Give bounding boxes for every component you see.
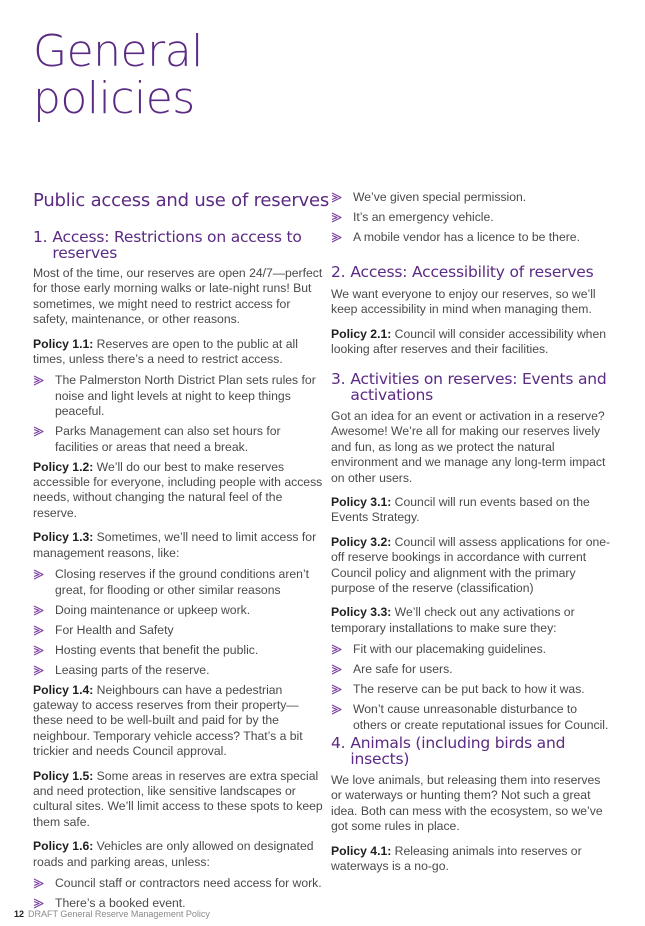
list-item: Leasing parts of the reserve.	[33, 663, 323, 678]
policy-text: Council will consider accessibility when looking after reserves and their facilities.	[331, 326, 607, 357]
policy-3-3	[331, 605, 613, 636]
policy-label: Policy 1.2:	[33, 459, 94, 474]
section-4-body	[331, 773, 613, 874]
policy-1-3	[33, 530, 323, 561]
list-item: A mobile vendor has a licence to be there.	[331, 230, 613, 245]
heading-access-restrictions	[33, 229, 323, 261]
section-3-intro: Got an idea for an event or activation in a reserve? Awesome! We’re all for making our reserves lively and fun, as long as we protect the natural environment and we manage any long-term impact on other users.	[331, 409, 606, 485]
list-item: Are safe for users.	[331, 662, 613, 677]
section-2-intro: We want everyone to enjoy our reserves, so we’ll keep accessibility in mind when managing them.	[331, 287, 596, 317]
double-chevron-right-icon	[33, 625, 45, 637]
policy-1-3-bullets	[33, 567, 323, 678]
list-item: Won’t cause unreasonable disturbance to others or create reputational issues for Council.	[331, 702, 613, 733]
policy-2-1	[331, 327, 613, 358]
list-item: It’s an emergency vehicle.	[331, 210, 613, 225]
list-item: For Health and Safety	[33, 623, 323, 638]
page-title	[33, 28, 203, 122]
policy-4-1	[331, 844, 613, 875]
list-item: We’ve given special permission.	[331, 190, 613, 205]
double-chevron-right-icon	[33, 645, 45, 657]
policy-label: Policy 1.1:	[33, 336, 94, 351]
policy-text: We’ll do our best to make reserves accessible for everyone, including people with access needs, without changing the natural feel of the reserve.	[33, 459, 323, 520]
list-item: The reserve can be put back to how it was.	[331, 682, 613, 697]
double-chevron-right-icon	[331, 232, 343, 244]
list-item: Fit with our placemaking guidelines.	[331, 642, 613, 657]
list-item: Parks Management can also set hours for facilities or areas that need a break.	[33, 424, 323, 455]
double-chevron-right-icon	[33, 375, 45, 387]
heading-number: 4.	[331, 734, 346, 752]
policy-1-6-bullets	[33, 876, 323, 911]
section-1-intro: Most of the time, our reserves are open 24/7—perfect for those early morning walks or late-night runs! But sometimes, we might need to restrict access for safety, maintenance, or other reasons.	[33, 266, 323, 327]
policy-1-5	[33, 769, 323, 831]
policy-1-1	[33, 337, 323, 368]
heading-number: 2.	[331, 263, 346, 281]
policy-label: Policy 4.1:	[331, 843, 392, 858]
heading-events-activations	[331, 371, 621, 403]
section-1-body	[33, 266, 323, 916]
policy-text: Neighbours can have a pedestrian gateway to access reserves from their property—these need to be well-built and paid for by the neighbour. Temporary vehicle access? That’s a bit trickier and needs Council approval.	[33, 682, 303, 759]
list-item: The Palmerston North District Plan sets rules for noise and light levels at night to keep things peaceful.	[33, 373, 323, 419]
section-title: Public access and use of reserves	[33, 190, 330, 211]
heading-text: Activities on reserves: Events and activations	[350, 370, 607, 404]
policy-label: Policy 1.5:	[33, 768, 94, 783]
double-chevron-right-icon	[331, 212, 343, 224]
double-chevron-right-icon	[33, 605, 45, 617]
policy-text: We’ll check out any activations or temporary installations to make sure they:	[331, 605, 575, 635]
page-title-line-2: policies	[33, 73, 195, 124]
section-3-body	[331, 409, 613, 738]
policy-label: Policy 1.3:	[33, 530, 94, 545]
policy-text: Council will run events based on the Events Strategy.	[331, 495, 590, 525]
heading-number: 1.	[33, 228, 48, 246]
policy-text: Some areas in reserves are extra special and need protection, like sensitive landscapes or cultural sites. We’ll limit access to these spots to keep them safe.	[33, 768, 323, 829]
heading-text: Access: Accessibility of reserves	[350, 263, 594, 281]
policy-label: Policy 3.3:	[331, 605, 392, 620]
double-chevron-right-icon	[331, 644, 343, 656]
double-chevron-right-icon	[33, 878, 45, 890]
policy-3-2	[331, 535, 613, 597]
heading-text: Access: Restrictions on access to reserves	[52, 228, 302, 262]
policy-label: Policy 3.2:	[331, 534, 392, 549]
double-chevron-right-icon	[331, 664, 343, 676]
list-item: Hosting events that benefit the public.	[33, 643, 323, 658]
policy-label: Policy 3.1:	[331, 495, 392, 510]
policy-1-1-bullets	[33, 373, 323, 455]
policy-1-6-bullets-continued	[331, 190, 613, 250]
policy-text: Council will assess applications for one-off reserve bookings in accordance with current Council policy and alignment with the primary purpose of the reserve (classification)	[331, 534, 611, 596]
double-chevron-right-icon	[331, 704, 343, 716]
policy-1-4	[33, 683, 323, 760]
list-item: There’s a booked event.	[33, 896, 323, 911]
policy-text: Vehicles are only allowed on designated roads and parking areas, unless:	[33, 839, 314, 869]
policy-1-6	[33, 839, 323, 870]
list-item: Council staff or contractors need access for work.	[33, 876, 323, 891]
list-item: Closing reserves if the ground conditions aren’t great, for flooding or other similar reasons	[33, 567, 323, 598]
double-chevron-right-icon	[33, 426, 45, 438]
section-2-body	[331, 287, 613, 358]
page-footer	[14, 908, 210, 920]
policy-1-2	[33, 460, 323, 522]
page-title-line-1: General	[33, 26, 203, 77]
policy-label: Policy 1.4:	[33, 682, 94, 697]
policy-label: Policy 2.1:	[331, 326, 392, 341]
double-chevron-right-icon	[33, 665, 45, 677]
policy-3-1	[331, 495, 613, 526]
document-name: DRAFT General Reserve Management Policy	[28, 909, 210, 919]
policy-label: Policy 1.6:	[33, 839, 94, 854]
policy-text: Reserves are open to the public at all times, unless there’s a need to restrict access.	[33, 336, 298, 367]
page-number: 12	[14, 909, 25, 919]
policy-text: Releasing animals into reserves or waterways is a no-go.	[331, 843, 582, 874]
double-chevron-right-icon	[33, 569, 45, 581]
list-item: Doing maintenance or upkeep work.	[33, 603, 323, 618]
heading-number: 3.	[331, 370, 346, 388]
heading-animals	[331, 735, 591, 767]
double-chevron-right-icon	[331, 192, 343, 204]
policy-text: Sometimes, we’ll need to limit access for management reasons, like:	[33, 530, 317, 560]
heading-accessibility	[331, 264, 621, 280]
heading-text: Animals (including birds and insects)	[350, 734, 566, 768]
double-chevron-right-icon	[331, 684, 343, 696]
section-4-intro: We love animals, but releasing them into reserves or waterways or hunting them? Not such a great idea. Both can mess with the ecosystem, so we’ve got some rules in place.	[331, 773, 603, 834]
policy-3-3-bullets	[331, 642, 613, 733]
